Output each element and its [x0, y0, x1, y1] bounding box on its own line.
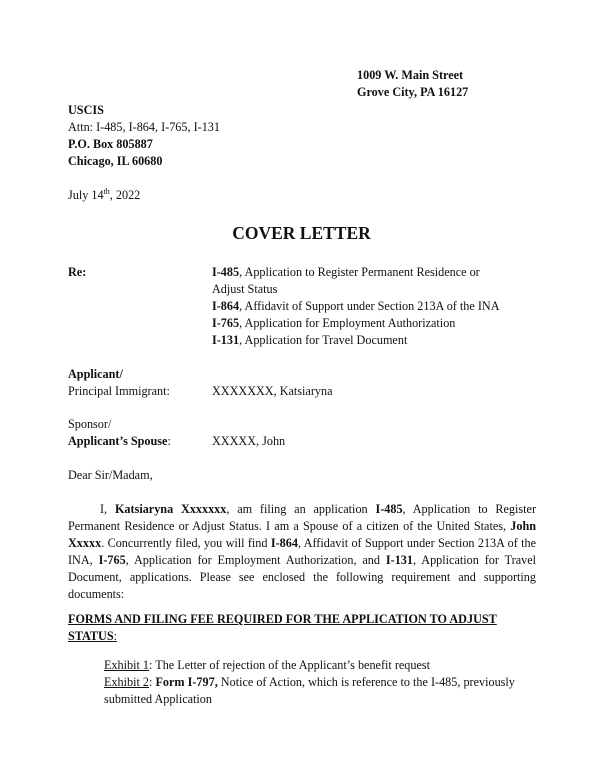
- applicant-label-line1: Applicant/: [68, 367, 123, 381]
- recipient-name: USCIS: [68, 103, 104, 117]
- re-item: [212, 264, 512, 298]
- exhibit-item: Exhibit 2: Form I-797, Notice of Action, which is reference to the I-485, previously submitted Application: [104, 675, 515, 706]
- re-form: I-131: [212, 333, 240, 347]
- applicant-label-line2: Principal Immigrant:: [68, 384, 170, 398]
- letter-date: [68, 187, 140, 204]
- re-item: [212, 298, 542, 315]
- applicant-name: Katsiaryna Xxxxxxx: [114, 502, 227, 516]
- sponsor-label-colon: :: [167, 434, 171, 448]
- date-month-day: July 14: [68, 188, 104, 202]
- sender-city: Grove City, PA 16127: [357, 85, 469, 99]
- exhibit-text: The Letter of rejection of the Applicant’s benefit request: [152, 658, 431, 672]
- sender-street: 1009 W. Main Street: [357, 68, 464, 82]
- re-text: , Application for Employment Authorization: [239, 316, 456, 330]
- exhibit-text: Notice of Action, which is reference to the I-485, previously submitted Application: [104, 675, 515, 706]
- exhibit-label: Exhibit 2: [104, 675, 150, 689]
- date-year: , 2022: [109, 188, 141, 202]
- applicant-value: XXXXXXX, Katsiaryna: [212, 384, 333, 398]
- recipient-city: Chicago, IL 60680: [68, 154, 163, 168]
- section-heading: [68, 611, 536, 645]
- re-text: , Application for Travel Document: [239, 333, 408, 347]
- sponsor-label-line2: [68, 433, 208, 450]
- recipient-po-box: P.O. Box 805887: [68, 137, 153, 151]
- exhibit-label: Exhibit 1: [104, 658, 150, 672]
- exhibit-item: Exhibit 1: The Letter of rejection of the Applicant’s benefit request: [104, 658, 431, 672]
- sender-address: [357, 67, 468, 101]
- re-form: I-485: [212, 265, 240, 279]
- recipient-address: [68, 102, 220, 170]
- sponsor-label-line1: Sponsor/: [68, 417, 112, 431]
- spouse-name: John Xxxxx: [68, 519, 536, 550]
- re-form: I-864: [212, 299, 240, 313]
- re-item: [212, 332, 542, 349]
- section-heading-colon: :: [113, 629, 117, 643]
- section-heading-text: FORMS AND FILING FEE REQUIRED FOR THE APPLICATION TO ADJUST STATUS: [68, 612, 497, 643]
- re-form: I-765: [212, 316, 240, 330]
- re-item: [212, 315, 542, 332]
- recipient-attn: Attn: I-485, I-864, I-765, I-131: [68, 120, 220, 134]
- salutation: Dear Sir/Madam,: [68, 468, 153, 482]
- re-label: Re:: [68, 265, 87, 279]
- document-title: COVER LETTER: [232, 223, 371, 243]
- date-suffix: th: [103, 186, 110, 196]
- sponsor-value: XXXXX, John: [212, 434, 286, 448]
- sponsor-label-text: Applicant’s Spouse: [68, 434, 168, 448]
- body-paragraph: I, Katsiaryna Xxxxxxx, am filing an application I-485, Application to Register Permanent Residence or Adjust Status. I am a Spouse of a citizen of the United States, John Xxxxx. Concurrently filed, you will find I-864, Affidavit of Support under Section 213A of the INA, I-765, Application for Employment Authorization, and I-131, Application for Travel Document, applications. Please see enclosed the following requirement and supporting documents:: [68, 502, 537, 601]
- re-text: , Affidavit of Support under Section 213A of the INA: [239, 299, 500, 313]
- re-text: , Application to Register Permanent Residence or Adjust Status: [212, 265, 480, 296]
